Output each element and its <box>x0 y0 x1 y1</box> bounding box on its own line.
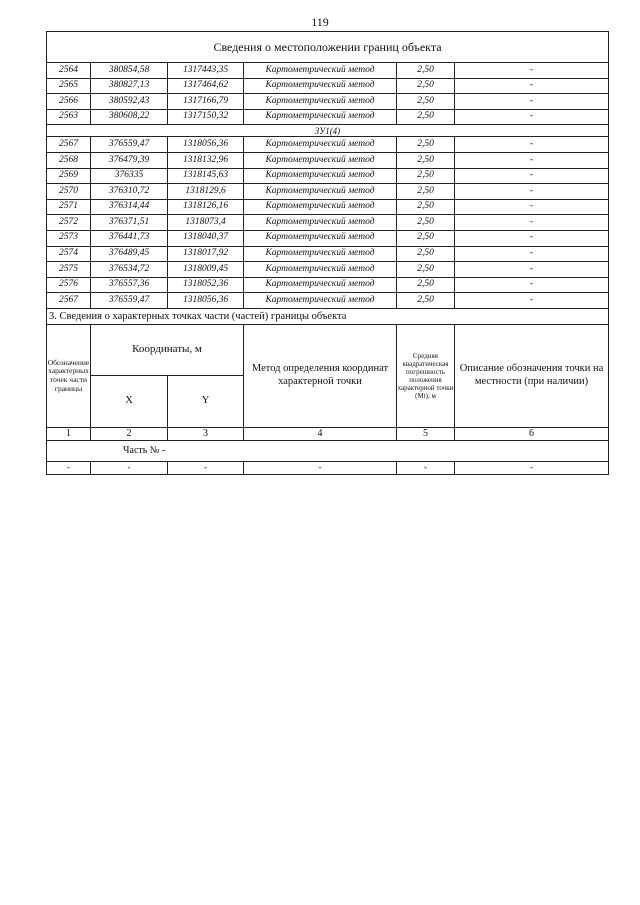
cell-y: 1318145,63 <box>168 168 244 184</box>
table-row <box>47 109 609 125</box>
cell-desc: - <box>455 184 609 200</box>
cell-y: 1318052,36 <box>168 277 244 293</box>
subheading: ЗУ1(4) <box>47 125 609 137</box>
cell-n: 2575 <box>47 262 91 278</box>
table-row <box>47 184 609 200</box>
header-mt: Средняя квадратическая погрешность положения характерной точки (Mt), м <box>397 324 455 427</box>
table-row <box>47 78 609 94</box>
empty-cell: - <box>47 461 91 474</box>
subheading-row <box>47 125 609 137</box>
cell-n: 2567 <box>47 293 91 309</box>
cell-mt: 2,50 <box>397 168 455 184</box>
cell-n: 2573 <box>47 230 91 246</box>
cell-y: 1317443,35 <box>168 63 244 79</box>
section1-title: Сведения о местоположении границ объекта <box>47 32 609 63</box>
header-point-designation: Обозначение характерных точек части границы <box>47 324 91 427</box>
column-number: 1 <box>47 427 91 440</box>
page-number: 119 <box>311 15 329 29</box>
cell-method: Картометрический метод <box>244 168 397 184</box>
table-row <box>47 137 609 153</box>
cell-desc: - <box>455 168 609 184</box>
cell-mt: 2,50 <box>397 109 455 125</box>
cell-method: Картометрический метод <box>244 94 397 110</box>
empty-cell: - <box>168 461 244 474</box>
table-row <box>47 262 609 278</box>
cell-x: 380608,22 <box>91 109 168 125</box>
cell-n: 2568 <box>47 152 91 168</box>
header-row-1 <box>47 324 609 375</box>
table-row <box>47 94 609 110</box>
empty-cell: - <box>397 461 455 474</box>
cell-desc: - <box>455 152 609 168</box>
table-row <box>47 230 609 246</box>
cell-mt: 2,50 <box>397 199 455 215</box>
cell-desc: - <box>455 277 609 293</box>
cell-n: 2570 <box>47 184 91 200</box>
cell-x: 380592,43 <box>91 94 168 110</box>
cell-x: 376559,47 <box>91 137 168 153</box>
cell-x: 380854,58 <box>91 63 168 79</box>
cell-y: 1318009,45 <box>168 262 244 278</box>
table-row <box>47 168 609 184</box>
cell-desc: - <box>455 230 609 246</box>
cell-y: 1318040,37 <box>168 230 244 246</box>
table-row <box>47 246 609 262</box>
cell-x: 376310,72 <box>91 184 168 200</box>
part-cell <box>47 440 609 461</box>
cell-method: Картометрический метод <box>244 109 397 125</box>
table-row <box>47 215 609 231</box>
cell-mt: 2,50 <box>397 215 455 231</box>
cell-y: 1318056,36 <box>168 293 244 309</box>
column-number: 5 <box>397 427 455 440</box>
table-row <box>47 277 609 293</box>
cell-n: 2567 <box>47 137 91 153</box>
empty-cell: - <box>244 461 397 474</box>
section3-title: 3. Сведения о характерных точках части (частей) границы объекта <box>47 308 609 324</box>
table-row <box>47 199 609 215</box>
cell-n: 2566 <box>47 94 91 110</box>
cell-y: 1317464,62 <box>168 78 244 94</box>
cell-method: Картометрический метод <box>244 152 397 168</box>
cell-method: Картометрический метод <box>244 215 397 231</box>
cell-method: Картометрический метод <box>244 137 397 153</box>
header-method: Метод определения координат характерной точки <box>244 324 397 427</box>
column-number: 2 <box>91 427 168 440</box>
cell-desc: - <box>455 137 609 153</box>
cell-y: 1318056,36 <box>168 137 244 153</box>
cell-x: 376479,39 <box>91 152 168 168</box>
cell-x: 376559,47 <box>91 293 168 309</box>
column-number: 6 <box>455 427 609 440</box>
part-row <box>47 440 609 461</box>
column-number: 3 <box>168 427 244 440</box>
cell-mt: 2,50 <box>397 94 455 110</box>
cell-y: 1317166,79 <box>168 94 244 110</box>
boundary-table <box>46 31 609 475</box>
cell-method: Картометрический метод <box>244 230 397 246</box>
header-description: Описание обозначения точки на местности (при наличии) <box>455 324 609 427</box>
cell-mt: 2,50 <box>397 152 455 168</box>
cell-method: Картометрический метод <box>244 293 397 309</box>
cell-x: 376534,72 <box>91 262 168 278</box>
cell-y: 1318129,6 <box>168 184 244 200</box>
cell-desc: - <box>455 215 609 231</box>
cell-desc: - <box>455 63 609 79</box>
cell-mt: 2,50 <box>397 293 455 309</box>
cell-desc: - <box>455 262 609 278</box>
cell-n: 2572 <box>47 215 91 231</box>
cell-method: Картометрический метод <box>244 184 397 200</box>
section1-title-row <box>47 32 609 63</box>
cell-desc: - <box>455 293 609 309</box>
table-row <box>47 152 609 168</box>
cell-y: 1318126,16 <box>168 199 244 215</box>
column-numbers-row <box>47 427 609 440</box>
cell-mt: 2,50 <box>397 246 455 262</box>
cell-mt: 2,50 <box>397 137 455 153</box>
cell-mt: 2,50 <box>397 184 455 200</box>
cell-n: 2571 <box>47 199 91 215</box>
header-y: Y <box>168 375 244 427</box>
cell-desc: - <box>455 199 609 215</box>
cell-n: 2565 <box>47 78 91 94</box>
cell-y: 1318017,92 <box>168 246 244 262</box>
cell-x: 376441,73 <box>91 230 168 246</box>
section3-title-row <box>47 308 609 324</box>
empty-cell: - <box>455 461 609 474</box>
cell-x: 376314,44 <box>91 199 168 215</box>
cell-mt: 2,50 <box>397 230 455 246</box>
header-x: X <box>91 375 168 427</box>
empty-cell: - <box>91 461 168 474</box>
cell-n: 2576 <box>47 277 91 293</box>
cell-method: Картометрический метод <box>244 78 397 94</box>
cell-y: 1317150,32 <box>168 109 244 125</box>
cell-desc: - <box>455 246 609 262</box>
cell-x: 376335 <box>91 168 168 184</box>
empty-points-row <box>47 461 609 474</box>
cell-n: 2563 <box>47 109 91 125</box>
cell-n: 2569 <box>47 168 91 184</box>
part-label: Часть № <box>123 445 160 457</box>
cell-method: Картометрический метод <box>244 246 397 262</box>
cell-y: 1318132,96 <box>168 152 244 168</box>
cell-n: 2574 <box>47 246 91 262</box>
cell-mt: 2,50 <box>397 63 455 79</box>
cell-method: Картометрический метод <box>244 262 397 278</box>
cell-desc: - <box>455 78 609 94</box>
cell-n: 2564 <box>47 63 91 79</box>
part-value: - <box>161 445 166 457</box>
cell-desc: - <box>455 94 609 110</box>
cell-method: Картометрический метод <box>244 199 397 215</box>
cell-x: 376557,36 <box>91 277 168 293</box>
cell-mt: 2,50 <box>397 262 455 278</box>
cell-x: 376489,45 <box>91 246 168 262</box>
header-coordinates: Координаты, м <box>91 324 244 375</box>
cell-mt: 2,50 <box>397 78 455 94</box>
cell-method: Картометрический метод <box>244 277 397 293</box>
table-row <box>47 293 609 309</box>
cell-method: Картометрический метод <box>244 63 397 79</box>
cell-mt: 2,50 <box>397 277 455 293</box>
cell-x: 380827,13 <box>91 78 168 94</box>
column-number: 4 <box>244 427 397 440</box>
cell-x: 376371,51 <box>91 215 168 231</box>
table-row <box>47 63 609 79</box>
cell-desc: - <box>455 109 609 125</box>
cell-y: 1318073,4 <box>168 215 244 231</box>
